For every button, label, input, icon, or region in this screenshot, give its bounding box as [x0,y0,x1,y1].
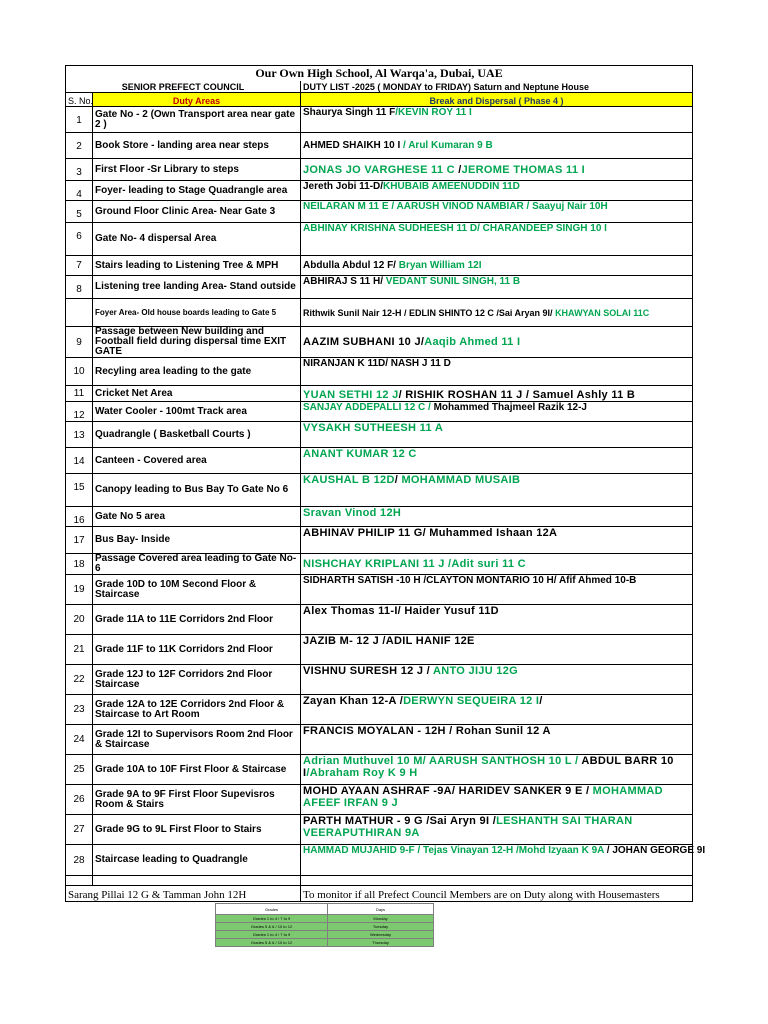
duty-names-cell [301,876,693,886]
prefect-name-green: NISHCHAY KRIPLANI 11 J /Adit suri 11 C [303,558,526,570]
duty-row [66,327,693,358]
duty-row [66,133,693,159]
duty-area-cell: Listening tree landing Area- Stand outside [93,276,301,299]
prefect-name: AHMED SHAIKH 10 I [303,140,404,151]
duty-area-cell: Recyling area leading to the gate [93,358,301,386]
prefect-name-green: MOHAMMAD MUSAIB [401,474,521,486]
duty-area-cell: Foyer Area- Old house boards leading to Gate 5 [93,299,301,327]
prefect-name-green: ANTO JIJU 12G [433,665,519,677]
prefect-name: SIDHARTH SATISH -10 H /CLAYTON MONTARIO 10 H/ Afif Ahmed 10-B [303,575,637,586]
duty-row [66,785,693,815]
legend-row [216,915,434,923]
row-number: 2 [66,133,93,159]
row-number: 26 [66,785,93,815]
duty-row [66,554,693,575]
row-number: 27 [66,815,93,845]
duty-row [66,448,693,474]
duty-row [66,402,693,422]
prefect-name-green: HAMMAD MUJAHID 9-F / Tejas Vinayan 12-H /Mohd Izyaan K 9A [303,845,604,856]
duty-names-cell [301,159,693,181]
duty-area-cell: Grade 10D to 10M Second Floor & Staircase [93,575,301,605]
row-number: 3 [66,159,93,181]
duty-row [66,575,693,605]
prefect-name-green: Aaqib Ahmed 11 I [424,336,521,348]
legend-days-header: Days [328,904,434,915]
duty-names-cell [301,575,693,605]
duty-area-cell: Foyer- leading to Stage Quadrangle area [93,181,301,201]
duty-names-cell [301,785,693,815]
duty-row [66,181,693,201]
legend-grades: Grades 5 & 6 / 10 to 12 [216,939,328,947]
row-number: 5 [66,201,93,223]
duty-row [66,725,693,755]
row-number [66,299,93,327]
prefect-name: Rithwik Sunil Nair 12-H / EDLIN SHINTO 12 C /Sai Aryan 9I/ [303,307,556,318]
prefect-name-green: DERWYN SEQUEIRA 12 I [403,695,540,707]
duty-row [66,527,693,554]
duty-names-cell [301,402,693,422]
duty-area-cell: Ground Floor Clinic Area- Near Gate 3 [93,201,301,223]
duty-row [66,386,693,402]
prefect-name-green: VEDANT SUNIL SINGH, 11 B [383,276,521,287]
duty-row [66,474,693,507]
legend-day: Tuesday [328,923,434,931]
duty-area-cell: Book Store - landing area near steps [93,133,301,159]
duty-row [66,665,693,695]
row-number: 4 [66,181,93,201]
duty-names-cell [301,725,693,755]
prefect-name: FRANCIS MOYALAN - 12H / Rohan Sunil 12 A [303,725,551,737]
legend-grades-header: Grades [216,904,328,915]
duty-row [66,299,693,327]
row-number: 28 [66,845,93,876]
prefect-name: Mohammed Thajmeel Razik 12-J [433,402,587,413]
duty-area-cell: Bus Bay- Inside [93,527,301,554]
prefect-name: ABHINAV PHILIP 11 G/ Muhammed Ishaan 12A [303,527,558,539]
prefect-name: AAZIM SUBHANI 10 J/ [303,336,425,348]
duty-area-cell: Staircase leading to Quadrangle [93,845,301,876]
duty-area-cell: Passage between New building and Football field during dispersal time EXIT GATE [93,327,301,358]
duty-row [66,276,693,299]
row-number: 9 [66,327,93,358]
prefect-name-green: Adrian Muthuvel 10 M/ AARUSH SANTHOSH 10 L / [303,755,582,767]
row-number: 17 [66,527,93,554]
duty-names-cell [301,358,693,386]
duty-row [66,256,693,276]
duty-area-cell: Canopy leading to Bus Bay To Gate No 6 [93,474,301,507]
grades-days-legend [215,903,434,947]
duty-names-cell [301,133,693,159]
legend-grades: Grades 5 & 6 / 10 to 12 [216,923,328,931]
row-number: 8 [66,276,93,299]
duty-area-cell: Grade 9A to 9F First Floor Supevisros Room & Stairs [93,785,301,815]
monitor-row [66,886,693,902]
council-label: SENIOR PREFECT COUNCIL [66,81,301,93]
duty-names-cell [301,527,693,554]
prefect-name-green: JONAS JO VARGHESE 11 C [303,163,459,176]
duty-area-cell: Quadrangle ( Basketball Courts ) [93,422,301,448]
legend-day: Wednesday [328,931,434,939]
duty-names-cell [301,448,693,474]
prefect-name-green: MOHAMMAD AFEEF IRFAN 9 J [303,785,663,809]
prefect-name-green: KHAWYAN SOLAI 11C [555,307,650,318]
duty-row [66,159,693,181]
duty-area-cell: Cricket Net Area [93,386,301,402]
duty-area-cell: Grade 12I to Supervisors Room 2nd Floor & Staircase [93,725,301,755]
duty-names-cell [301,845,706,876]
duty-area-cell: Gate No 5 area [93,507,301,527]
prefect-name: Zayan Khan 12-A / [303,695,404,707]
prefect-name: Abdulla Abdul 12 F/ [303,260,396,271]
duty-names-cell [301,299,693,327]
duty-list-subtitle: DUTY LIST -2025 ( MONDAY to FRIDAY) Saturn and Neptune House [301,81,693,93]
row-number: 22 [66,665,93,695]
row-number: 7 [66,256,93,276]
duty-area-cell: Grade 10A to 10F First Floor & Staircase [93,755,301,785]
prefect-name-green: KAUSHAL B 12D [303,474,395,486]
row-number: 25 [66,755,93,785]
row-number [66,876,93,886]
duty-row [66,876,693,886]
duty-names-cell [301,635,693,665]
row-number: 24 [66,725,93,755]
prefect-name-green: Sravan Vinod 12H [303,507,402,519]
row-number: 13 [66,422,93,448]
prefect-name-green: ANANT KUMAR 12 C [303,448,417,460]
prefect-name-green: ABHINAY KRISHNA SUDHEESH 11 D/ CHARANDEEP SINGH 10 I [303,223,607,234]
row-number: 1 [66,107,93,133]
duty-names-cell [301,276,693,299]
duty-names-cell [301,507,693,527]
duty-row [66,201,693,223]
prefect-name-green: LESHANTH SAI THARAN VEERAPUTHIRAN 9A [303,815,633,839]
duty-row [66,815,693,845]
prefect-name: Alex Thomas 11-I/ Haider Yusuf 11D [303,605,499,617]
duty-row [66,422,693,448]
prefect-name-green: /KEVIN ROY 11 I [395,107,472,118]
row-number: 20 [66,605,93,635]
duty-names-cell [301,554,693,575]
duty-areas-header: Duty Areas [93,93,301,107]
legend-day: Monday [328,915,434,923]
phase-header: Break and Dispersal ( Phase 4 ) [301,93,693,107]
duty-names-cell [301,695,693,725]
prefect-name-green: SANJAY ADDEPALLI 12 C / [303,402,434,413]
prefect-name: / JOHAN GEORGE 9I [603,845,706,856]
duty-names-cell [301,474,693,507]
row-number: 23 [66,695,93,725]
prefect-name-green: JEROME THOMAS 11 I [461,163,585,176]
duty-names-cell [301,181,693,201]
duty-row [66,695,693,725]
prefect-name: PARTH MATHUR - 9 G /Sai Aryn 9I / [303,815,497,827]
duty-area-cell: Grade 12J to 12F Corridors 2nd Floor Staircase [93,665,301,695]
legend-row [216,923,434,931]
prefect-name: / [458,163,462,176]
prefect-name-green: VYSAKH SUTHEESH 11 A [303,422,444,434]
duty-area-cell: Stairs leading to Listening Tree & MPH [93,256,301,276]
duty-area-cell: Grade 11A to 11E Corridors 2nd Floor [93,605,301,635]
duty-area-cell: Gate No - 2 (Own Transport area near gate 2 ) [93,107,301,133]
row-number: 21 [66,635,93,665]
row-number: 15 [66,474,93,507]
duty-names-cell [301,422,693,448]
row-number: 16 [66,507,93,527]
legend-row [216,939,434,947]
duty-names-cell [301,755,693,785]
prefect-name: JAZIB M- 12 J /ADIL HANIF 12E [303,635,475,647]
prefect-name: VISHNU SURESH 12 J / [303,665,433,677]
prefect-name: ABHIRAJ S 11 H/ [303,276,384,287]
legend-grades: Grades 1 to 4 / 7 to 9 [216,915,328,923]
prefect-name: Jereth Jobi 11-D/ [303,181,384,192]
monitor-note: To monitor if all Prefect Council Members are on Duty along with Housemasters [301,886,693,902]
prefect-name-green: KHUBAIB AMEENUDDIN 11D [383,181,520,192]
duty-names-cell [301,386,693,402]
legend-grades: Grades 1 to 4 / 7 to 9 [216,931,328,939]
duty-list-table [65,65,706,902]
duty-area-cell: Passage Covered area leading to Gate No-6 [93,554,301,575]
row-number: 14 [66,448,93,474]
row-number: 11 [66,386,93,402]
duty-area-cell: Grade 11F to 11K Corridors 2nd Floor [93,635,301,665]
duty-area-cell [93,876,301,886]
monitors-names: Sarang Pillai 12 G & Tamman John 12H [66,886,301,902]
duty-names-cell [301,815,693,845]
prefect-name: / [539,695,543,707]
duty-names-cell [301,327,693,358]
duty-names-cell [301,605,693,635]
duty-row [66,635,693,665]
duty-area-cell: Grade 9G to 9L First Floor to Stairs [93,815,301,845]
prefect-name-green: NEILARAN M 11 E / AARUSH VINOD NAMBIAR / Saayuj Nair 10H [303,201,608,212]
row-number: 12 [66,402,93,422]
prefect-name-green: / Arul Kumaran 9 B [403,140,493,151]
prefect-name: MOHD AYAAN ASHRAF -9A/ HARIDEV SANKER 9 E / [303,785,593,797]
legend-row [216,931,434,939]
duty-area-cell: First Floor -Sr Library to steps [93,159,301,181]
duty-names-cell [301,107,693,133]
prefect-name: Shaurya Singh 11 F [303,107,396,118]
legend-day: Thursday [328,939,434,947]
duty-row [66,223,693,256]
duty-names-cell [301,223,693,256]
school-title: Our Own High School, Al Warqa'a, Dubai, UAE [66,66,693,82]
duty-area-cell: Water Cooler - 100mt Track area [93,402,301,422]
duty-row [66,107,693,133]
duty-names-cell [301,665,693,695]
prefect-name-green: /Abraham Roy K 9 H [306,767,418,779]
sno-header: S. No. [66,93,93,107]
duty-row [66,507,693,527]
duty-row [66,845,693,876]
prefect-name: / RISHIK ROSHAN 11 J / Samuel Ashly 11 B [398,389,636,401]
prefect-name: NIRANJAN K 11D/ NASH J 11 D [303,358,451,369]
row-number: 18 [66,554,93,575]
duty-area-cell: Canteen - Covered area [93,448,301,474]
duty-row [66,358,693,386]
prefect-name-green: YUAN SETHI 12 J [303,389,399,401]
prefect-name-green: Bryan William 12I [395,260,482,271]
row-number: 10 [66,358,93,386]
prefect-name: ABDUL BARR 10 I [303,755,674,779]
duty-names-cell [301,256,693,276]
row-number: 19 [66,575,93,605]
duty-names-cell [301,201,693,223]
prefect-name: / [394,474,402,486]
duty-area-cell: Gate No- 4 dispersal Area [93,223,301,256]
row-number: 6 [66,223,93,256]
duty-area-cell: Grade 12A to 12E Corridors 2nd Floor & Staircase to Art Room [93,695,301,725]
duty-row [66,605,693,635]
duty-row [66,755,693,785]
